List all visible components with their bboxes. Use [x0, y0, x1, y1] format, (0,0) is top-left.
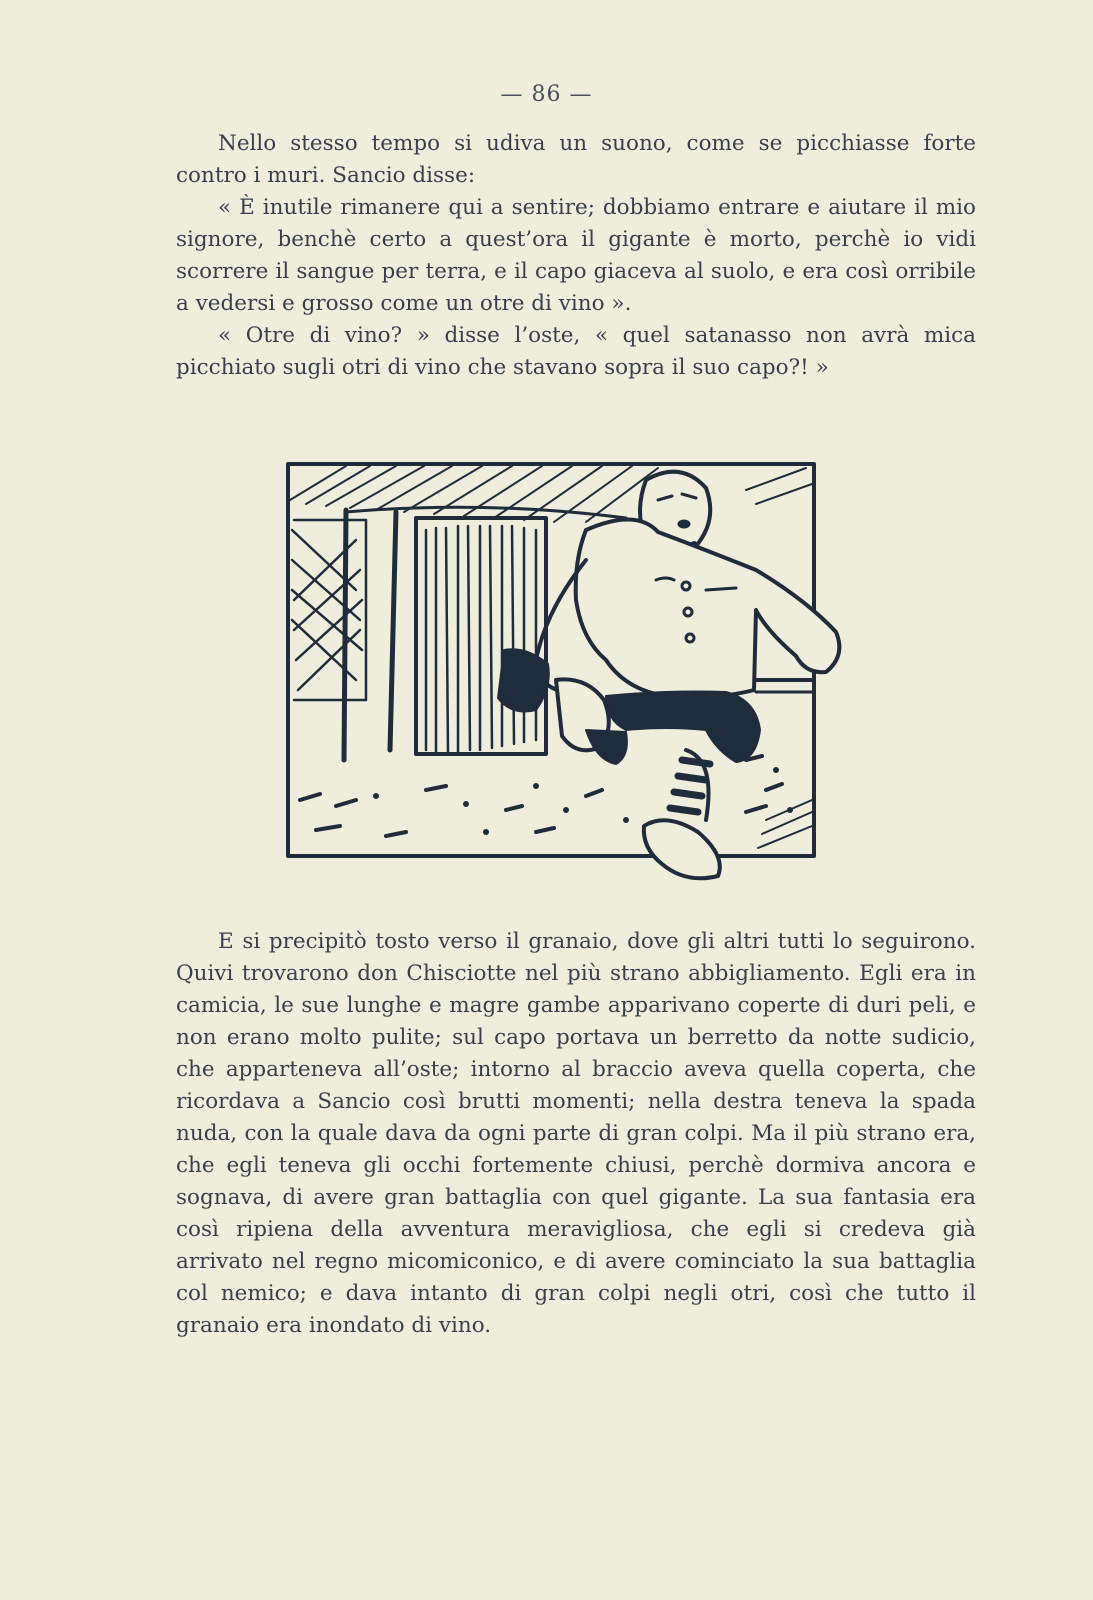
text-block-top — [176, 128, 976, 384]
woodcut-illustration-svg — [286, 460, 886, 910]
text-block-bottom — [176, 926, 976, 1342]
paragraph: « Otre di vino? » disse l’oste, « quel satanasso non avrà mica picchiato sugli otri di vino che stavano sopra il suo capo?! » — [176, 323, 976, 380]
paragraph: « È inutile rimanere qui a sentire; dobbiamo entrare e aiutare il mio signore, benchè certo a quest’ora il gigante è morto, perchè io vidi scorrere il sangue per terra, e il capo giaceva al suolo, e era così orribile a vedersi e grosso come un otre di vino ». — [176, 195, 976, 316]
paragraph: E si precipitò tosto verso il granaio, dove gli altri tutti lo seguirono. Quivi trovarono don Chisciotte nel più strano abbigliamento. Egli era in camicia, le sue lunghe e magre gambe apparivano coperte di duri peli, e non erano molto pulite; sul capo portava un berretto da notte sudicio, che apparteneva all’oste; intorno al braccio aveva quella coperta, che ricordava a Sancio così brutti momenti; nella destra teneva la spada nuda, con la quale dava da ogni parte di gran colpi. Ma il più strano era, che egli teneva gli occhi fortemente chiusi, perchè dormiva ancora e sognava, di avere gran battaglia con quel gigante. La sua fantasia era così ripiena della avventura meravigliosa, che egli si credeva già arrivato nel regno micomiconico, e di avere cominciato la sua battaglia col nemico; e dava intanto di gran colpi negli otri, così che tutto il granaio era inondato di vino. — [176, 929, 976, 1338]
paragraph: Nello stesso tempo si udiva un suono, come se picchiasse forte contro i muri. Sancio disse: — [176, 131, 976, 188]
woodcut-illustration — [286, 460, 886, 910]
page-number: — 86 — — [500, 82, 593, 107]
